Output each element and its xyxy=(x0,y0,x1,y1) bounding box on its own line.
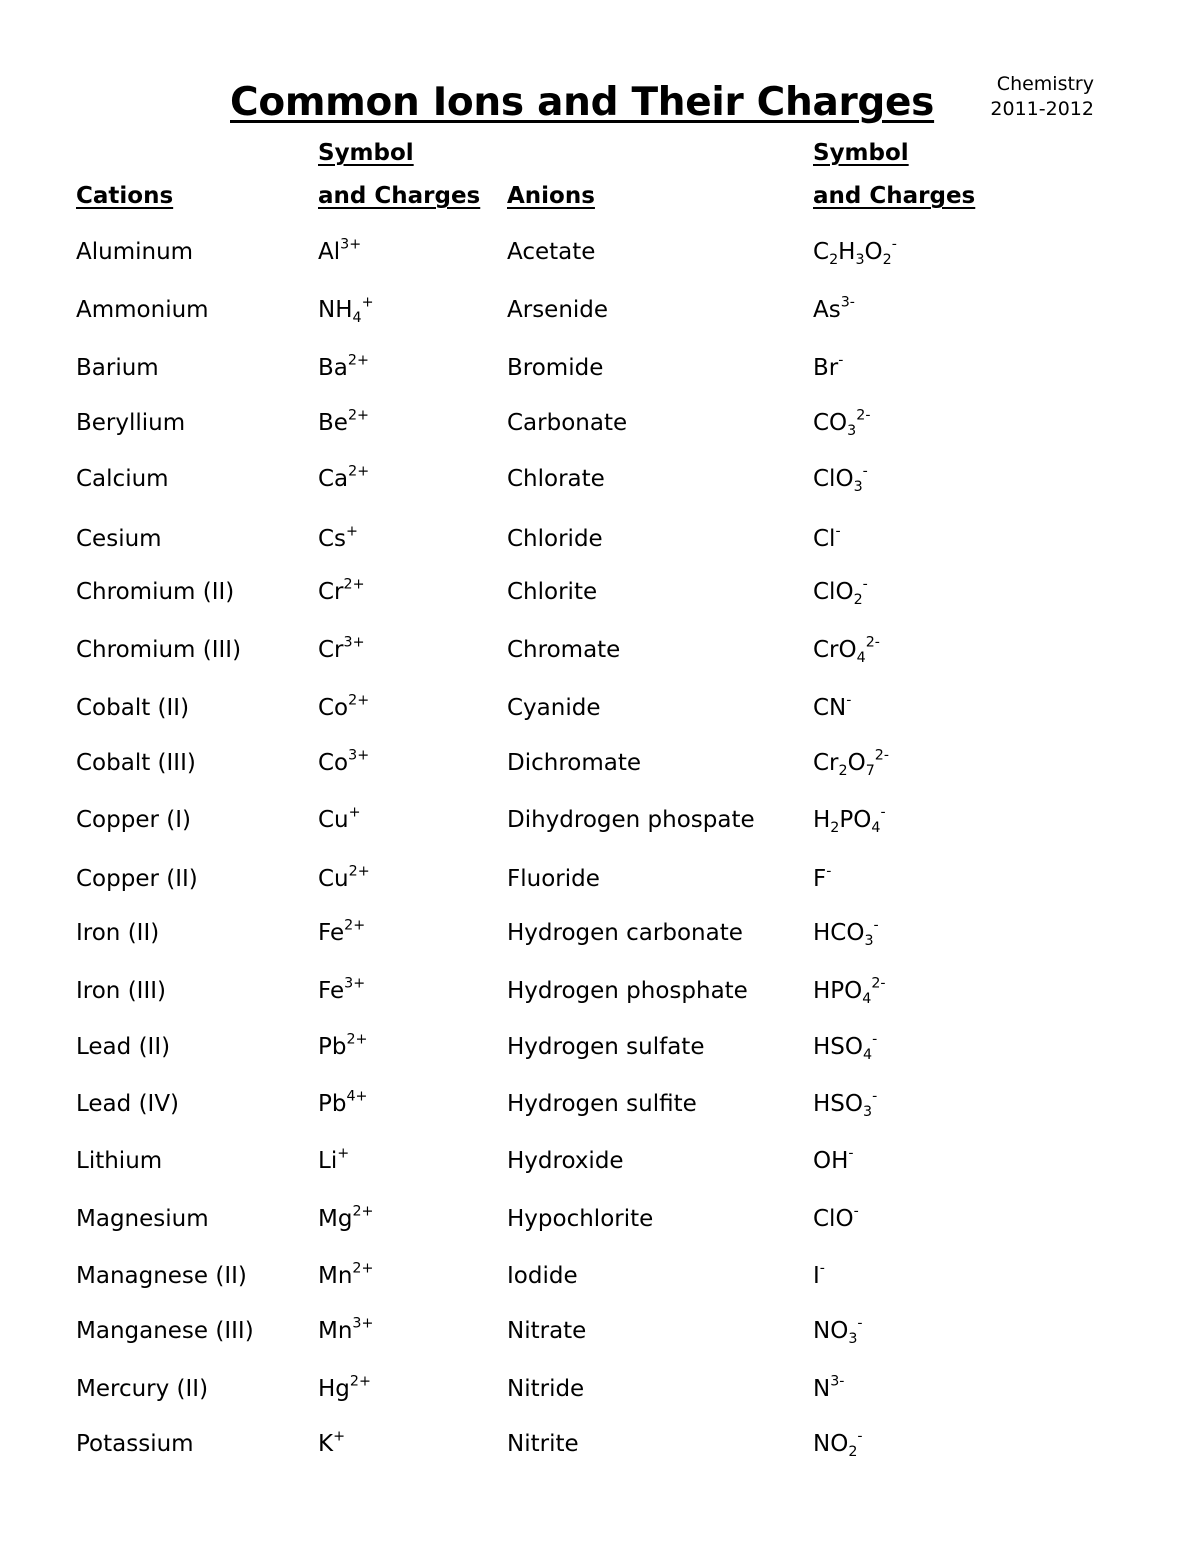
formula-subscript: 2 xyxy=(848,1443,858,1460)
anion-symbol xyxy=(813,635,880,665)
ion-charge: 2- xyxy=(874,747,889,764)
anion-name: Hydrogen sulfate xyxy=(507,1034,705,1060)
formula-subscript: 4 xyxy=(352,309,362,326)
formula-element: HCO xyxy=(813,920,865,946)
page-title: Common Ions and Their Charges xyxy=(230,80,935,125)
formula-element: Fe xyxy=(318,978,345,1004)
anion-name: Fluoride xyxy=(507,866,600,892)
cation-symbol xyxy=(318,1146,349,1176)
formula-element: H xyxy=(838,239,856,265)
cation-name: Chromium (II) xyxy=(76,579,235,605)
cation-name: Lead (II) xyxy=(76,1034,171,1060)
formula-element: Mn xyxy=(318,1263,353,1289)
cation-symbol xyxy=(318,1316,373,1346)
formula-subscript: 3 xyxy=(848,1330,858,1347)
ion-charge: 4+ xyxy=(346,1088,368,1105)
cation-name: Magnesium xyxy=(76,1206,209,1232)
anion-symbol xyxy=(813,1429,863,1459)
cation-name: Copper (II) xyxy=(76,866,198,892)
anion-symbol xyxy=(813,524,841,554)
anion-name: Chloride xyxy=(507,526,603,552)
ion-charge: 3+ xyxy=(352,1315,374,1332)
formula-subscript: 3 xyxy=(864,932,874,949)
formula-subscript: 2 xyxy=(853,591,863,608)
ion-charge: 2+ xyxy=(343,576,365,593)
ion-charge: 2- xyxy=(865,634,880,651)
ion-charge: 3- xyxy=(830,1373,845,1390)
formula-element: Cr xyxy=(813,750,839,776)
ion-charge: 2+ xyxy=(348,692,370,709)
ion-charge: 2+ xyxy=(352,1203,374,1220)
anion-name: Hydrogen phosphate xyxy=(507,978,748,1004)
cation-symbol xyxy=(318,524,358,554)
anion-symbol xyxy=(813,577,868,607)
formula-subscript: 3 xyxy=(863,1103,873,1120)
ion-charge: 2- xyxy=(856,407,871,424)
anion-name: Bromide xyxy=(507,355,604,381)
ion-charge: + xyxy=(361,294,374,311)
formula-element: Br xyxy=(813,355,839,381)
anion-name: Hydrogen sulfite xyxy=(507,1091,697,1117)
formula-element: ClO xyxy=(813,466,854,492)
anion-symbol xyxy=(813,1146,854,1176)
formula-element: NO xyxy=(813,1431,849,1457)
anion-name: Nitrate xyxy=(507,1318,587,1344)
cation-symbol xyxy=(318,577,365,607)
formula-subscript: 4 xyxy=(871,819,881,836)
cation-symbol xyxy=(318,748,369,778)
formula-element: Fe xyxy=(318,920,345,946)
cation-name: Iron (III) xyxy=(76,978,166,1004)
anion-name: Iodide xyxy=(507,1263,578,1289)
formula-element: NO xyxy=(813,1318,849,1344)
cation-symbol xyxy=(318,1089,368,1119)
cation-name: Lead (IV) xyxy=(76,1091,180,1117)
anion-symbol xyxy=(813,1374,844,1404)
formula-element: Mg xyxy=(318,1206,353,1232)
anion-name: Nitrite xyxy=(507,1431,579,1457)
formula-element: Hg xyxy=(318,1376,350,1402)
formula-element: Co xyxy=(318,750,349,776)
ion-charge: + xyxy=(333,1428,346,1445)
ion-charge: - xyxy=(872,1088,878,1105)
ion-charge: - xyxy=(838,352,844,369)
ion-charge: - xyxy=(862,463,868,480)
formula-element: Cl xyxy=(813,526,836,552)
formula-subscript: 7 xyxy=(865,762,875,779)
anion-name: Cyanide xyxy=(507,695,601,721)
course-label xyxy=(990,72,1094,122)
formula-element: HSO xyxy=(813,1091,863,1117)
cation-name: Mercury (II) xyxy=(76,1376,209,1402)
ion-charge: 2+ xyxy=(348,463,370,480)
anion-symbol xyxy=(813,353,843,383)
cation-name: Iron (II) xyxy=(76,920,160,946)
anion-symbol xyxy=(813,693,851,723)
formula-element: Be xyxy=(318,410,348,436)
cation-name: Beryllium xyxy=(76,410,186,436)
anion-symbol xyxy=(813,295,855,325)
header-anion-symbol-line1: Symbol xyxy=(813,140,909,166)
ion-charge: - xyxy=(835,523,841,540)
formula-element: Pb xyxy=(318,1034,347,1060)
cation-symbol xyxy=(318,1032,368,1062)
formula-element: Ba xyxy=(318,355,348,381)
formula-element: ClO xyxy=(813,579,854,605)
cation-symbol xyxy=(318,237,361,267)
ion-charge: - xyxy=(880,804,886,821)
anion-symbol xyxy=(813,748,889,778)
formula-subscript: 2 xyxy=(882,251,892,268)
cation-symbol xyxy=(318,635,365,665)
formula-element: N xyxy=(813,1376,831,1402)
ion-charge: + xyxy=(337,1145,350,1162)
header-cations: Cations xyxy=(76,183,174,209)
anion-name: Acetate xyxy=(507,239,596,265)
cation-name: Barium xyxy=(76,355,159,381)
formula-subscript: 2 xyxy=(838,762,848,779)
anion-name: Dihydrogen phospate xyxy=(507,807,755,833)
formula-element: K xyxy=(318,1431,334,1457)
ion-charge: - xyxy=(873,917,879,934)
course-year: 2011-2012 xyxy=(990,98,1094,120)
ion-charge: - xyxy=(857,1428,863,1445)
cation-name: Ammonium xyxy=(76,297,209,323)
formula-element: OH xyxy=(813,1148,849,1174)
formula-element: HSO xyxy=(813,1034,863,1060)
anion-symbol xyxy=(813,976,886,1006)
ion-charge: - xyxy=(853,1203,859,1220)
ion-charge: 3+ xyxy=(348,747,370,764)
cation-symbol xyxy=(318,1204,373,1234)
ion-charge: - xyxy=(846,692,852,709)
cation-symbol xyxy=(318,1261,373,1291)
ion-charge: 2+ xyxy=(344,917,366,934)
ion-charge: 2+ xyxy=(347,352,369,369)
anion-symbol xyxy=(813,408,870,438)
ion-charge: - xyxy=(857,1315,863,1332)
course-subject: Chemistry xyxy=(996,73,1094,95)
ion-charge: + xyxy=(346,523,358,540)
anion-symbol xyxy=(813,805,886,835)
formula-subscript: 3 xyxy=(855,251,865,268)
formula-element: H xyxy=(813,807,831,833)
cation-symbol xyxy=(318,918,365,948)
ion-charge: 2+ xyxy=(352,1260,374,1277)
header-cation-symbol-line1: Symbol xyxy=(318,140,414,166)
anion-name: Hydrogen carbonate xyxy=(507,920,743,946)
formula-element: Cs xyxy=(318,526,347,552)
ion-charge: 2+ xyxy=(347,407,369,424)
cation-name: Cobalt (II) xyxy=(76,695,190,721)
formula-element: CN xyxy=(813,695,847,721)
cation-name: Cesium xyxy=(76,526,162,552)
ion-charge: 3+ xyxy=(344,975,366,992)
anion-symbol xyxy=(813,1261,825,1291)
formula-element: PO xyxy=(839,807,872,833)
cation-name: Copper (I) xyxy=(76,807,191,833)
ion-charge: - xyxy=(872,1031,878,1048)
anion-symbol xyxy=(813,1032,877,1062)
anion-symbol xyxy=(813,864,831,894)
formula-element: F xyxy=(813,866,827,892)
anion-name: Carbonate xyxy=(507,410,628,436)
formula-subscript: 4 xyxy=(862,990,872,1007)
cation-symbol xyxy=(318,464,369,494)
anion-name: Hydroxide xyxy=(507,1148,624,1174)
anion-name: Nitride xyxy=(507,1376,585,1402)
anion-symbol xyxy=(813,918,879,948)
formula-element: Co xyxy=(318,695,349,721)
cation-symbol xyxy=(318,864,370,894)
cation-symbol xyxy=(318,976,365,1006)
cation-symbol xyxy=(318,805,361,835)
formula-element: Mn xyxy=(318,1318,353,1344)
anion-name: Chlorite xyxy=(507,579,598,605)
formula-subscript: 3 xyxy=(847,422,857,439)
ion-charge: + xyxy=(348,804,361,821)
cation-name: Manganese (III) xyxy=(76,1318,254,1344)
formula-element: Al xyxy=(318,239,341,265)
formula-element: CO xyxy=(813,410,848,436)
formula-element: Cu xyxy=(318,807,349,833)
formula-element: NH xyxy=(318,297,353,323)
anion-name: Chromate xyxy=(507,637,621,663)
cation-symbol xyxy=(318,408,369,438)
anion-symbol xyxy=(813,1316,863,1346)
ion-charge: - xyxy=(891,236,897,253)
formula-element: Pb xyxy=(318,1091,347,1117)
formula-element: C xyxy=(813,239,830,265)
formula-element: As xyxy=(813,297,841,323)
ion-charge: 3+ xyxy=(343,634,365,651)
cation-name: Managnese (II) xyxy=(76,1263,247,1289)
anion-name: Chlorate xyxy=(507,466,605,492)
formula-element: O xyxy=(847,750,866,776)
formula-element: ClO xyxy=(813,1206,854,1232)
cation-name: Lithium xyxy=(76,1148,163,1174)
formula-element: Li xyxy=(318,1148,338,1174)
anion-name: Arsenide xyxy=(507,297,609,323)
header-cation-symbol-line2: and Charges xyxy=(318,183,481,209)
formula-subscript: 4 xyxy=(856,649,866,666)
ion-charge: - xyxy=(848,1145,854,1162)
anion-symbol xyxy=(813,1204,859,1234)
cation-symbol xyxy=(318,1429,345,1459)
formula-element: Cr xyxy=(318,579,344,605)
formula-element: Cu xyxy=(318,866,349,892)
cation-symbol xyxy=(318,1374,371,1404)
formula-element: HPO xyxy=(813,978,863,1004)
anion-name: Dichromate xyxy=(507,750,642,776)
cation-symbol xyxy=(318,353,369,383)
ion-charge: - xyxy=(826,863,832,880)
cation-symbol xyxy=(318,693,369,723)
ion-charge: 3+ xyxy=(340,236,362,253)
cation-name: Cobalt (III) xyxy=(76,750,196,776)
ion-charge: 2- xyxy=(871,975,886,992)
cation-symbol xyxy=(318,295,374,325)
cation-name: Aluminum xyxy=(76,239,194,265)
cation-name: Potassium xyxy=(76,1431,194,1457)
ion-charge: - xyxy=(862,576,868,593)
anion-name: Hypochlorite xyxy=(507,1206,654,1232)
formula-element: Ca xyxy=(318,466,349,492)
formula-subscript: 4 xyxy=(863,1046,873,1063)
formula-element: CrO xyxy=(813,637,857,663)
ion-charge: - xyxy=(819,1260,825,1277)
formula-element: O xyxy=(864,239,883,265)
cation-name: Calcium xyxy=(76,466,169,492)
formula-subscript: 3 xyxy=(853,478,863,495)
formula-element: I xyxy=(813,1263,820,1289)
anion-symbol xyxy=(813,1089,877,1119)
anion-symbol xyxy=(813,464,868,494)
formula-element: Cr xyxy=(318,637,344,663)
ion-charge: 2+ xyxy=(348,863,370,880)
cation-name: Chromium (III) xyxy=(76,637,242,663)
ion-charge: 2+ xyxy=(346,1031,368,1048)
formula-subscript: 2 xyxy=(829,251,839,268)
anion-symbol xyxy=(813,237,897,267)
ion-charge: 2+ xyxy=(349,1373,371,1390)
ion-charge: 3- xyxy=(840,294,855,311)
formula-subscript: 2 xyxy=(830,819,840,836)
header-anion-symbol-line2: and Charges xyxy=(813,183,976,209)
header-anions: Anions xyxy=(507,183,595,209)
